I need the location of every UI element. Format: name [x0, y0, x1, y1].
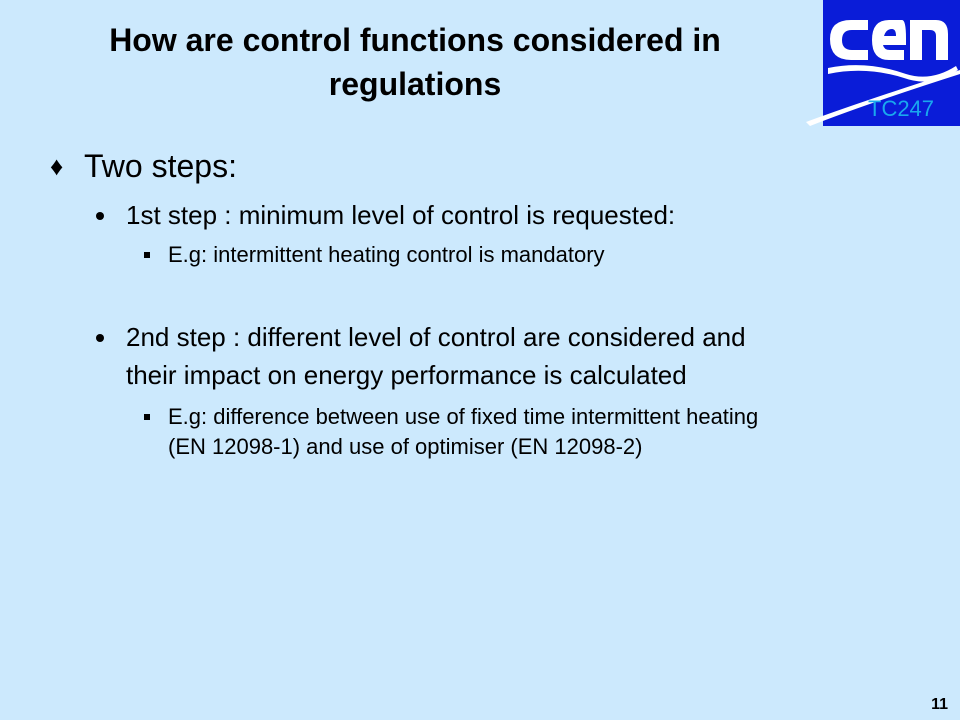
slide-title	[30, 18, 800, 106]
logo-subtitle: TC247	[868, 96, 935, 121]
bullet-step2-example-line-2: (EN 12098-1) and use of optimiser (EN 12098-2)	[168, 434, 643, 459]
bullet-step1-text: 1st step : minimum level of control is requested:	[126, 200, 676, 230]
bullet-step2-example-line-1: E.g: difference between use of fixed time intermittent heating	[168, 404, 759, 429]
title-line-1: How are control functions considered in	[109, 22, 721, 58]
square-bullet-icon	[144, 414, 150, 420]
round-bullet-icon	[96, 212, 104, 220]
bullet-step1-example-text: E.g: intermittent heating control is mandatory	[168, 242, 605, 267]
bullet-step2-line-1: 2nd step : different level of control are considered and	[126, 322, 746, 352]
diamond-bullet-icon: ♦	[50, 151, 64, 181]
bullet-main-text: Two steps:	[84, 148, 237, 184]
bullet-step2-line-2: their impact on energy performance is calculated	[126, 360, 687, 390]
round-bullet-icon	[96, 334, 104, 342]
page-number: 11	[931, 696, 948, 713]
title-line-2: regulations	[328, 66, 502, 102]
square-bullet-icon	[144, 252, 150, 258]
